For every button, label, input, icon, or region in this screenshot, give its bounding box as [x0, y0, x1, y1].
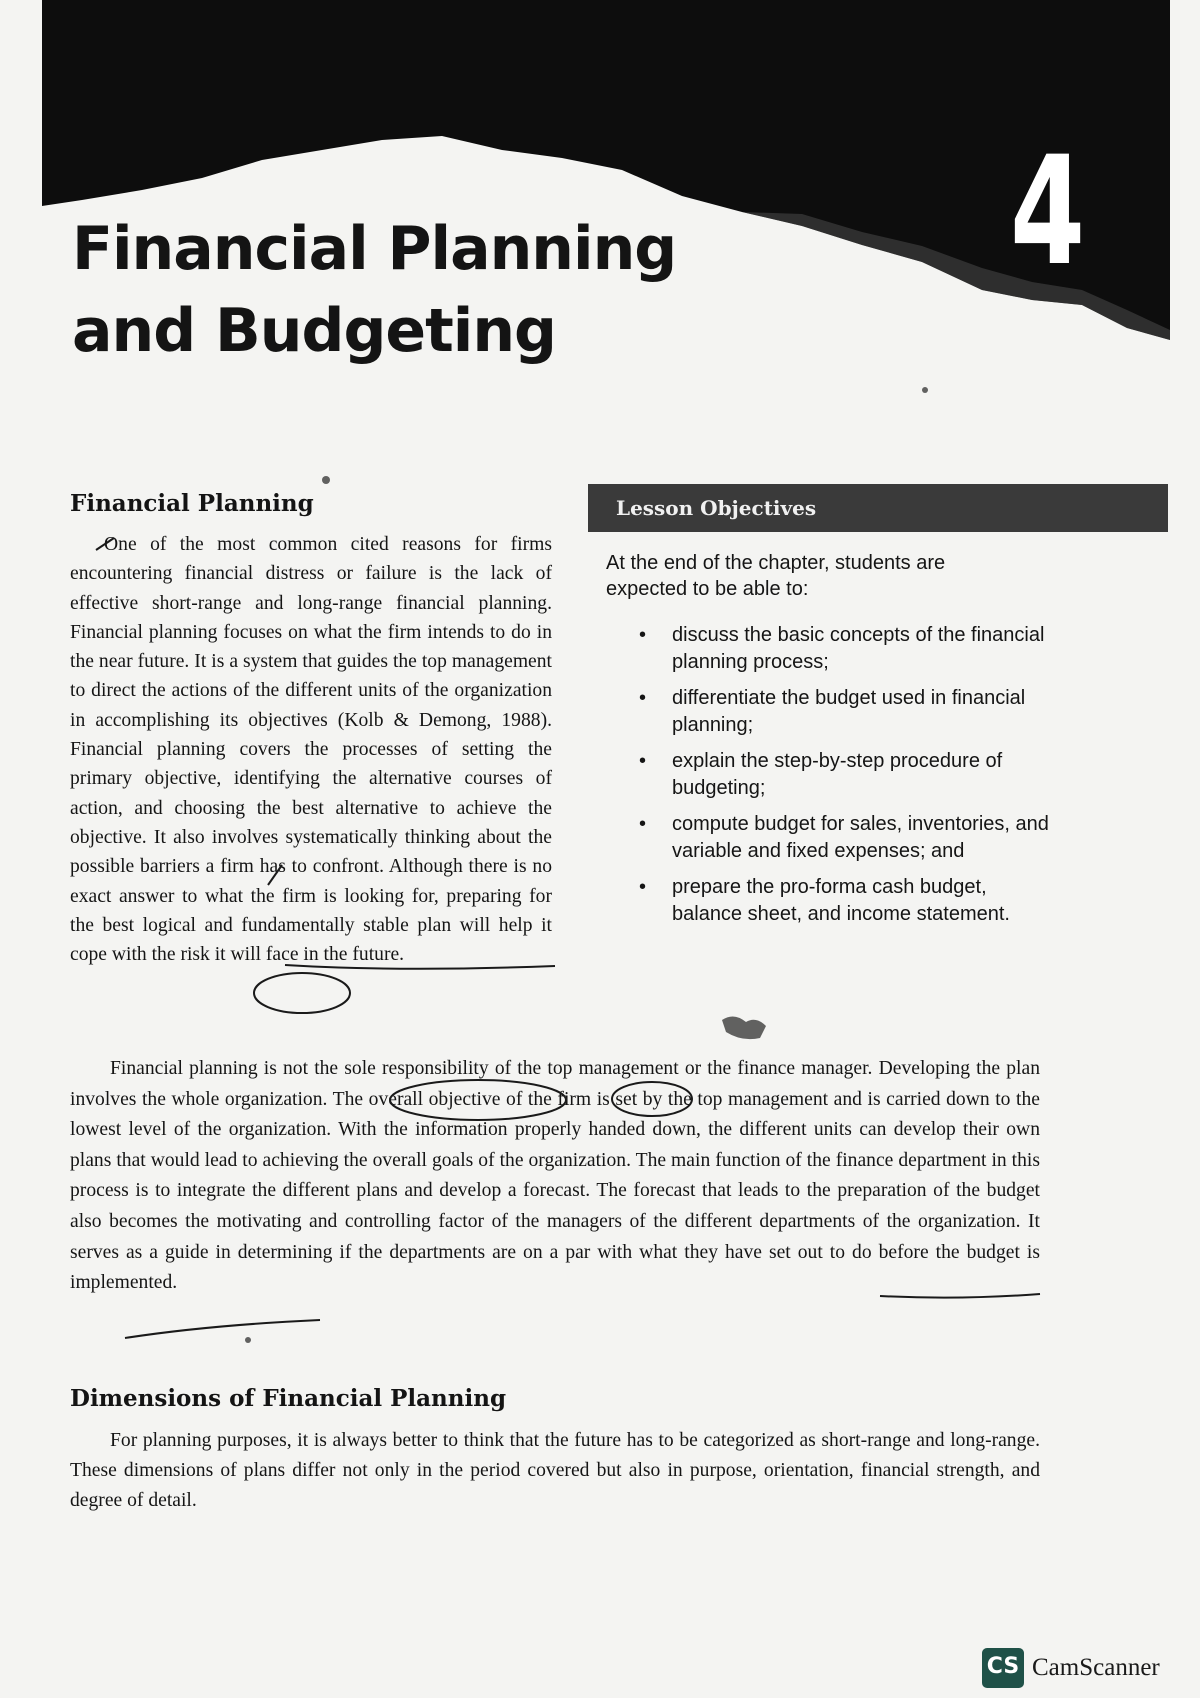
scan-speck [245, 1337, 251, 1343]
pen-circle-stable-plan [254, 973, 350, 1013]
objective-item: • compute budget for sales, inventories, and variable and fixed expenses; and [606, 811, 1056, 865]
objective-item: • discuss the basic concepts of the financial planning process; [606, 622, 1056, 676]
camscanner-watermark [982, 1648, 1192, 1692]
lesson-objectives-heading: Lesson Objectives [588, 484, 1168, 532]
chapter-title [72, 208, 676, 372]
objective-item: • explain the step-by-step procedure of budgeting; [606, 748, 1056, 802]
camscanner-name: CamScanner [1032, 1654, 1160, 1681]
dimensions-paragraph: For planning purposes, it is always better to think that the future has to be categorized as short-range and long-range. These dimensions of plans differ not only in the period covered but also in purpose, orientation, financial strength, and degree of detail. [70, 1430, 1040, 1511]
intro-paragraph: One of the most common cited reasons for firms encountering financial distress or failure is the lack of effective short-range and long-range financial planning. Financial planning focuses on what the firm intends to do in the near future. It is a system that guides the top management to direct the actions of the different units of the organization in accomplishing its objectives (Kolb & Demong, 1988). Financial planning covers the processes of setting the primary objective, identifying the alternative courses of action, and choosing the best alternative to achieve the objective. It also involves systematically thinking about the possible barriers a firm has to confront. Although there is no exact answer to what the firm is looking for, preparing for the best logical and fundamentally stable plan will help it cope with the risk it will face in the future. [70, 534, 552, 966]
lesson-objectives-list [606, 622, 1056, 937]
scan-speck [922, 387, 928, 393]
chapter-title-line2: and Budgeting [72, 296, 556, 366]
objective-item: • differentiate the budget used in financial planning; [606, 685, 1056, 739]
responsibility-paragraph: Financial planning is not the sole responsibility of the top management or the finance manager. Developing the plan involves the whole organization. The overall objective of the firm is set by the top management and is carried down to the lowest level of the organization. With the information properly handed down, the different units can develop their own plans that would lead to achieving the overall goals of the organization. The main function of the finance department in this process is to integrate the different plans and develop a forecast. The forecast that leads to the preparation of the budget also becomes the motivating and controlling factor of the managers of the different departments of the organization. It serves as a guide in determining if the departments are on a par with what they have set out to do before the budget is implemented. [70, 1058, 1040, 1294]
objective-item: • prepare the pro-forma cash budget, balance sheet, and income statement. [606, 874, 1056, 928]
scan-blot [722, 1016, 766, 1039]
chapter-number: 4 [1010, 125, 1086, 299]
lesson-objectives-intro: At the end of the chapter, students are expected to be able to: [606, 552, 946, 600]
camscanner-logo-icon: CS [982, 1648, 1024, 1688]
section-heading-dimensions: Dimensions of Financial Planning [70, 1385, 507, 1412]
chapter-title-line1: Financial Planning [72, 214, 677, 284]
scan-speck [322, 476, 330, 484]
pen-underline-budget [125, 1320, 320, 1338]
section-heading-financial-planning: Financial Planning [70, 490, 314, 517]
